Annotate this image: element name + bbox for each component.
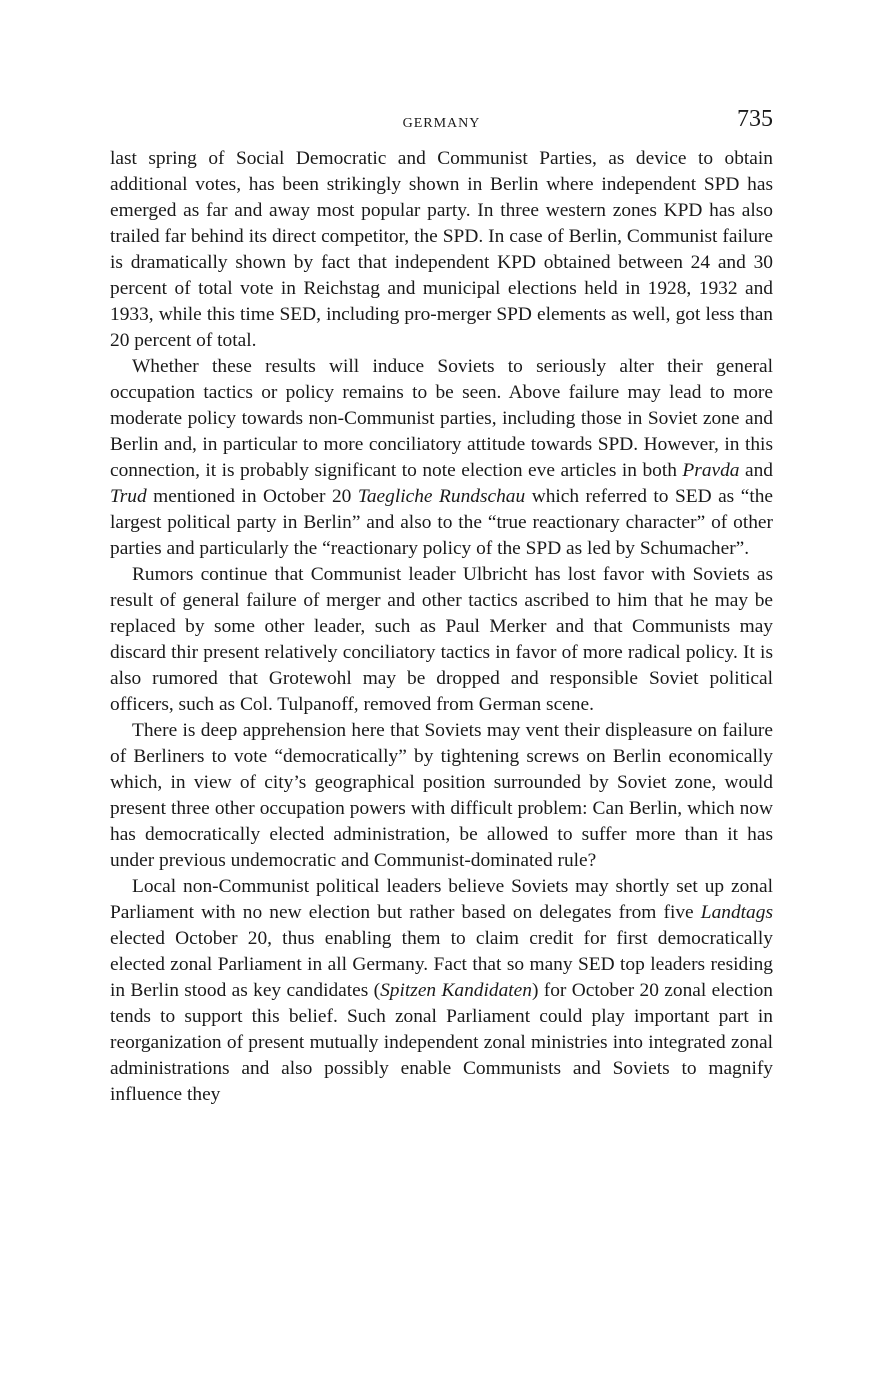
paragraph-2-text-3: mentioned in October 20 [146, 486, 358, 507]
paragraph-5-italic-spitzen: Spitzen Kandidaten [380, 980, 532, 1001]
running-title: GERMANY [402, 116, 481, 131]
paragraph-2-text-1: Whether these results will induce Soviets to seriously alter their general occupation tactics or policy remains to be seen. Above failure may lead to more moderate policy towards non-Communist parties, including those in Soviet zone and Berlin and, in particular to more conciliatory attitude towards SPD. However, in this connection, it is probably significant to note election eve articles in both [110, 356, 773, 481]
paragraph-1-text: last spring of Social Democratic and Communist Parties, as device to obtain additional votes, has been strikingly shown in Berlin where independent SPD has emerged as far and away most popular party. In three western zones KPD has also trailed far behind its direct competitor, the SPD. In case of Berlin, Communist failure is dramatically shown by fact that independent KPD obtained between 24 and 30 percent of total vote in Reichstag and municipal elections held in 1928, 1932 and 1933, while this time SED, including pro-merger SPD elements as well, got less than 20 percent of total. [110, 148, 773, 351]
paragraph-5-text-2: elected October 20, thus enabling them to claim credit for first democratically elected zonal Parliament in all Germany. Fact that so many SED top leaders residing in Berlin stood as key candidates ( [110, 928, 773, 1001]
paragraph-4 [110, 718, 773, 874]
paragraph-2 [110, 354, 773, 562]
paragraph-5-text-3: ) for October 20 zonal election tends to support this belief. Such zonal Parliament could play important part in reorganization of present mutually independent zonal ministries into integrated zonal administrations and also possibly enable Communists and Soviets to magnify influence they [110, 980, 773, 1105]
paragraph-5-text-1: Local non-Communist political leaders believe Soviets may shortly set up zonal Parliament with no new election but rather based on delegates from five [110, 876, 773, 923]
paragraph-2-italic-trud: Trud [110, 486, 147, 507]
paragraph-3 [110, 562, 773, 718]
paragraph-1 [110, 146, 773, 354]
paragraph-5 [110, 874, 773, 1108]
paragraph-2-italic-rundschau: Taegliche Rundschau [357, 486, 526, 507]
paragraph-3-text: Rumors continue that Communist leader Ulbricht has lost favor with Soviets as result of general failure of merger and other tactics ascribed to him that he may be replaced by some other leader, such as Paul Merker and that Communists may discard thir present relatively conciliatory tactics in favor of more radical policy. It is also rumored that Grotewohl may be dropped and responsible Soviet political officers, such as Col. Tulpanoff, removed from German scene. [110, 564, 773, 715]
paragraph-2-italic-pravda: Pravda [682, 460, 740, 481]
running-head [110, 106, 773, 146]
paragraph-4-text: There is deep apprehension here that Soviets may vent their displeasure on failure of Berliners to vote “democratically” by tightening screws on Berlin economically which, in view of city’s geographical position surrounded by Soviet zone, would present three other occupation powers with difficult problem: Can Berlin, which now has democratically elected administration, be allowed to suffer more than it has under previous undemocratic and Communist-dominated rule? [110, 720, 773, 871]
document-page [110, 106, 773, 1108]
page-number: 735 [737, 106, 773, 132]
paragraph-5-italic-landtags: Landtags [700, 902, 773, 923]
paragraph-2-text-4: which referred to SED as “the largest political party in Berlin” and also to the “true reactionary character” of other parties and particularly the “reactionary policy of the SPD as led by Schumacher”. [110, 486, 774, 559]
body-text [110, 146, 773, 1108]
paragraph-2-text-2: and [739, 460, 773, 481]
